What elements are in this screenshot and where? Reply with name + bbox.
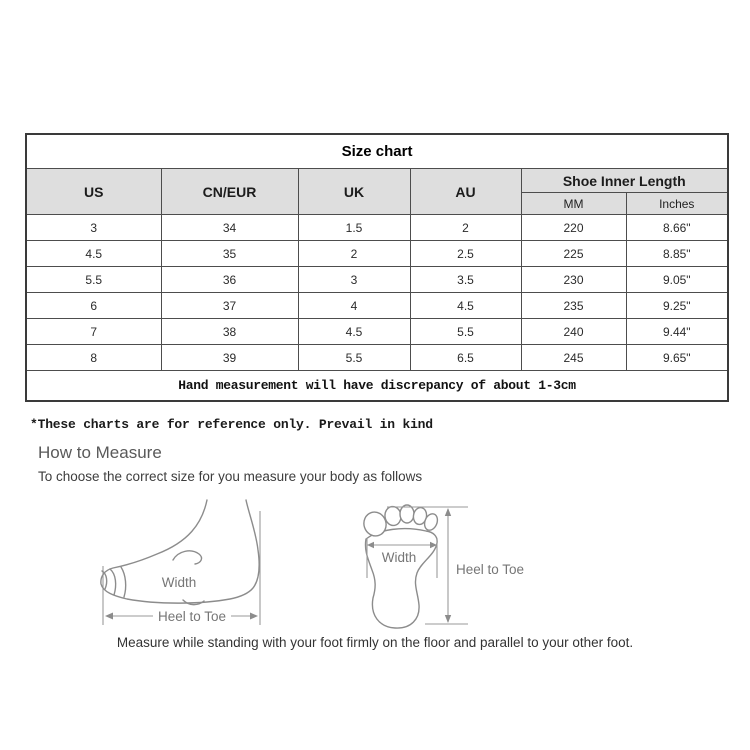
table-header-row xyxy=(26,169,728,193)
subcolumn-header-mm: MM xyxy=(521,193,626,215)
size-cell: 9.44" xyxy=(626,319,728,345)
table-row xyxy=(26,215,728,241)
size-cell: 9.65" xyxy=(626,345,728,371)
column-header-inner-length: Shoe Inner Length xyxy=(521,169,728,193)
size-cell: 34 xyxy=(161,215,298,241)
side-view-length-label: Heel to Toe xyxy=(157,609,227,624)
column-header-cneur: CN/EUR xyxy=(161,169,298,215)
table-footnote: Hand measurement will have discrepancy of about 1-3cm xyxy=(26,371,728,402)
table-row xyxy=(26,319,728,345)
size-cell: 5.5 xyxy=(26,267,161,293)
size-cell: 8.85" xyxy=(626,241,728,267)
side-view-width-label: Width xyxy=(161,575,197,590)
size-cell: 4.5 xyxy=(26,241,161,267)
size-cell: 9.25" xyxy=(626,293,728,319)
column-header-uk: UK xyxy=(298,169,410,215)
foot-sole-view-diagram xyxy=(355,483,570,633)
size-cell: 7 xyxy=(26,319,161,345)
size-cell: 8.66" xyxy=(626,215,728,241)
table-title-row xyxy=(26,134,728,169)
size-cell: 3 xyxy=(26,215,161,241)
size-cell: 240 xyxy=(521,319,626,345)
size-cell: 6.5 xyxy=(410,345,521,371)
size-cell: 230 xyxy=(521,267,626,293)
sole-view-width-label: Width xyxy=(381,550,417,565)
size-cell: 3.5 xyxy=(410,267,521,293)
size-cell: 245 xyxy=(521,345,626,371)
reference-note: *These charts are for reference only. Prevail in kind xyxy=(30,417,433,432)
foot-side-view-diagram xyxy=(95,498,270,633)
table-row xyxy=(26,345,728,371)
table-row xyxy=(26,241,728,267)
size-cell: 1.5 xyxy=(298,215,410,241)
size-cell: 220 xyxy=(521,215,626,241)
size-cell: 37 xyxy=(161,293,298,319)
sole-view-length-label: Heel to Toe xyxy=(456,562,525,577)
size-cell: 35 xyxy=(161,241,298,267)
size-cell: 36 xyxy=(161,267,298,293)
size-cell: 5.5 xyxy=(410,319,521,345)
size-cell: 3 xyxy=(298,267,410,293)
size-cell: 38 xyxy=(161,319,298,345)
size-cell: 4.5 xyxy=(298,319,410,345)
size-cell: 2.5 xyxy=(410,241,521,267)
size-cell: 8 xyxy=(26,345,161,371)
size-cell: 2 xyxy=(298,241,410,267)
measure-instruction: Measure while standing with your foot firmly on the floor and parallel to your other foot. xyxy=(116,635,634,650)
size-cell: 5.5 xyxy=(298,345,410,371)
size-cell: 235 xyxy=(521,293,626,319)
foot-side-view-icon xyxy=(95,498,270,633)
size-cell: 9.05" xyxy=(626,267,728,293)
column-header-au: AU xyxy=(410,169,521,215)
how-to-measure-heading: How to Measure xyxy=(38,443,162,462)
foot-sole-view-icon xyxy=(355,483,570,633)
subcolumn-header-inches: Inches xyxy=(626,193,728,215)
size-chart-table xyxy=(25,133,729,402)
size-cell: 2 xyxy=(410,215,521,241)
column-header-us: US xyxy=(26,169,161,215)
size-cell: 4.5 xyxy=(410,293,521,319)
table-row xyxy=(26,267,728,293)
table-title: Size chart xyxy=(26,134,728,169)
size-cell: 39 xyxy=(161,345,298,371)
size-cell: 225 xyxy=(521,241,626,267)
table-footnote-row xyxy=(26,371,728,402)
size-cell: 4 xyxy=(298,293,410,319)
size-cell: 6 xyxy=(26,293,161,319)
how-to-measure-subheading: To choose the correct size for you measure your body as follows xyxy=(38,469,423,484)
table-row xyxy=(26,293,728,319)
